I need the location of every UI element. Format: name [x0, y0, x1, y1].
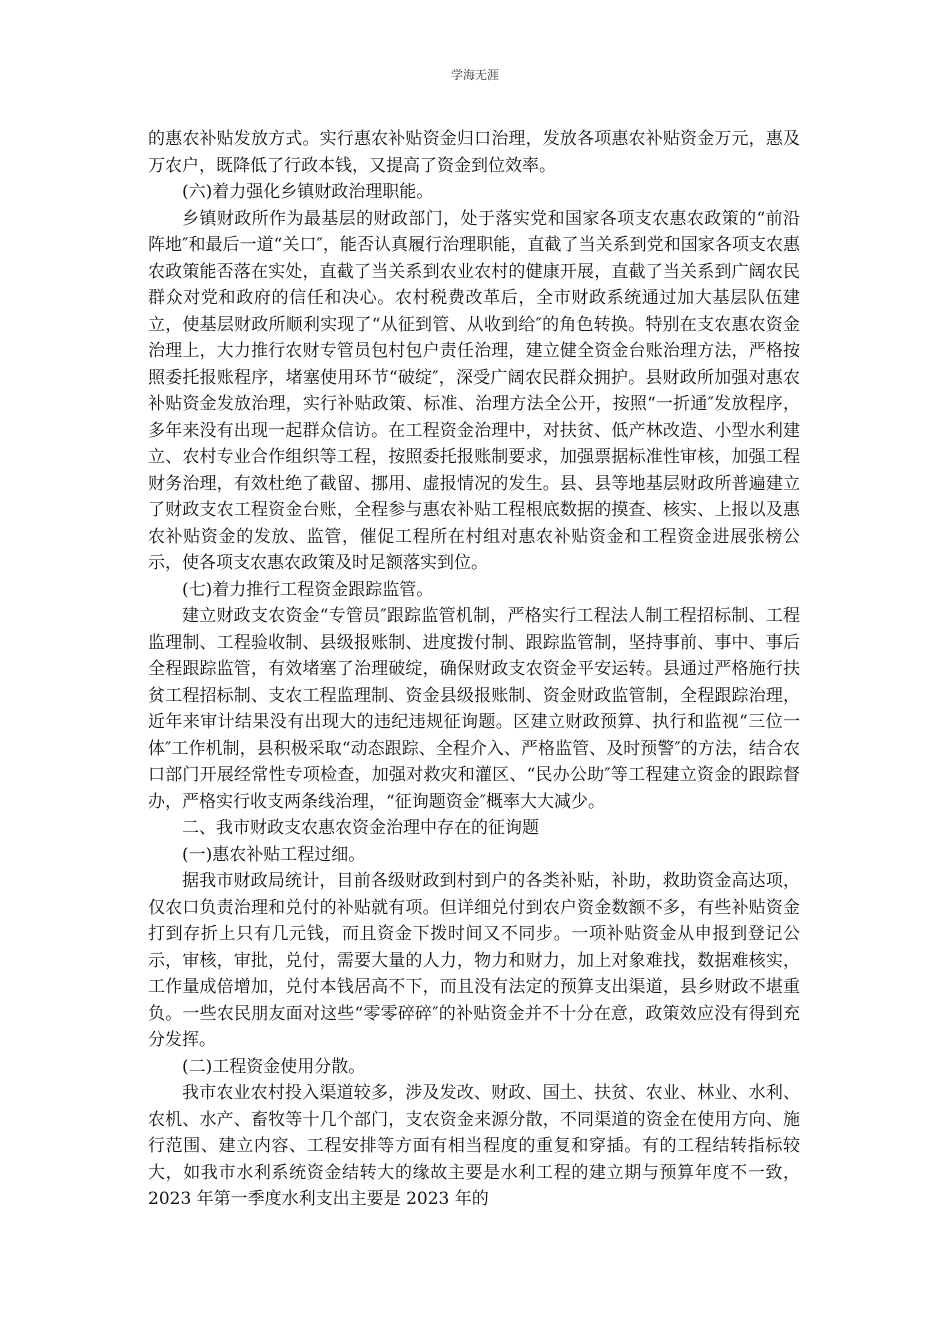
document-body	[148, 126, 800, 1213]
section-heading: (七)着力推行工程资金跟踪监管。	[182, 579, 434, 600]
paragraph: 据我市财政局统计，目前各级财政到村到户的各类补贴，补助，救助资金高达项，仅农口负责治理和兑付的补贴就有项。但详细兑付到农户资金数额不多，有些补贴资金打到存折上只有几元钱，而且资金下拨时间又不同步。一项补贴资金从申报到登记公示，审核，审批，兑付，需要大量的人力，物力和财力，加上对象难找，数据难核实，工作量成倍增加，兑付本钱居高不下，而且没有法定的预算支出渠道，县乡财政不堪重负。一些农民朋友面对这些“零零碎碎″的补贴资金并不十分在意，政策效应没有得到充分发挥。	[148, 871, 800, 1050]
page-header: 学海无涯	[450, 68, 499, 82]
paragraph: 建立财政支农资金“专管员″跟踪监管机制，严格实行工程法人制工程招标制、工程监理制、工程验收制、县级报账制、进度拨付制、跟踪监管制，坚持事前、事中、事后全程跟踪监管，有效堵塞了治理破绽，确保财政支农资金平安运转。县通过严格施行扶贫工程招标制、支农工程监理制、资金县级报账制、资金财政监管制，全程跟踪治理，近年来审计结果没有出现大的违纪违规征询题。区建立财政预算、执行和监视“三位一体″工作机制，县积极采取“动态跟踪、全程介入、严格监管、及时预警″的方法，结合农口部门开展经常性专项检查，加强对救灾和灌区、“民办公助″等工程建立资金的跟踪督办，严格实行收支两条线治理，“征询题资金″概率大大减少。	[148, 606, 800, 812]
section-heading: (二)工程资金使用分散。	[182, 1056, 366, 1077]
paragraph: 乡镇财政所作为最基层的财政部门，处于落实党和国家各项支农惠农政策的“前沿阵地″和最后一道“关口″，能否认真履行治理职能，直截了当关系到党和国家各项支农惠农政策能否落在实处，直截了当关系到农业农村的健康开展，直截了当关系到广阔农民群众对党和政府的信任和决心。农村税费改革后，全市财政系统通过加大基层队伍建立，使基层财政所顺利实现了“从征到管、从收到给″的角色转换。特别在支农惠农资金治理上，大力推行农财专管员包村包户责任治理，建立健全资金台账治理方法，严格按照委托报账程序，堵塞使用环节“破绽″，深受广阔农民群众拥护。县财政所加强对惠农补贴资金发放治理，实行补贴政策、标准、治理方法全公开，按照“一折通″发放程序，多年来没有出现一起群众信访。在工程资金治理中，对扶贫、低产林改造、小型水利建立、农村专业合作组织等工程，按照委托报账制要求，加强票据标准性审核，加强工程财务治理，有效杜绝了截留、挪用、虚报情况的发生。县、县等地基层财政所普遍建立了财政支农工程资金台账，全程参与惠农补贴工程根底数据的摸查、核实、上报以及惠农补贴资金的发放、监管，催促工程所在村组对惠农补贴资金和工程资金进展张榜公示，使各项支农惠农政策及时足额落实到位。	[148, 208, 800, 573]
paragraph: 的惠农补贴发放方式。实行惠农补贴资金归口治理，发放各项惠农补贴资金万元，惠及万农户，既降低了行政本钱，又提高了资金到位效率。	[148, 129, 800, 176]
section-heading: (一)惠农补贴工程过细。	[182, 844, 366, 865]
section-heading: (六)着力强化乡镇财政治理职能。	[182, 182, 434, 202]
chapter-heading: 二、我市财政支农惠农资金治理中存在的征询题	[182, 818, 539, 838]
paragraph: 我市农业农村投入渠道较多，涉及发改、财政、国土、扶贫、农业、林业、水利、农机、水产、畜牧等十几个部门，支农资金来源分散，不同渠道的资金在使用方向、施行范围、建立内容、工程安排等方面有相当程度的重复和穿插。有的工程结转指标较大，如我市水利系统资金结转大的缘故主要是水利工程的建立期与预算年度不一致，2023 年第一季度水利支出主要是 2023 年的	[148, 1083, 800, 1209]
